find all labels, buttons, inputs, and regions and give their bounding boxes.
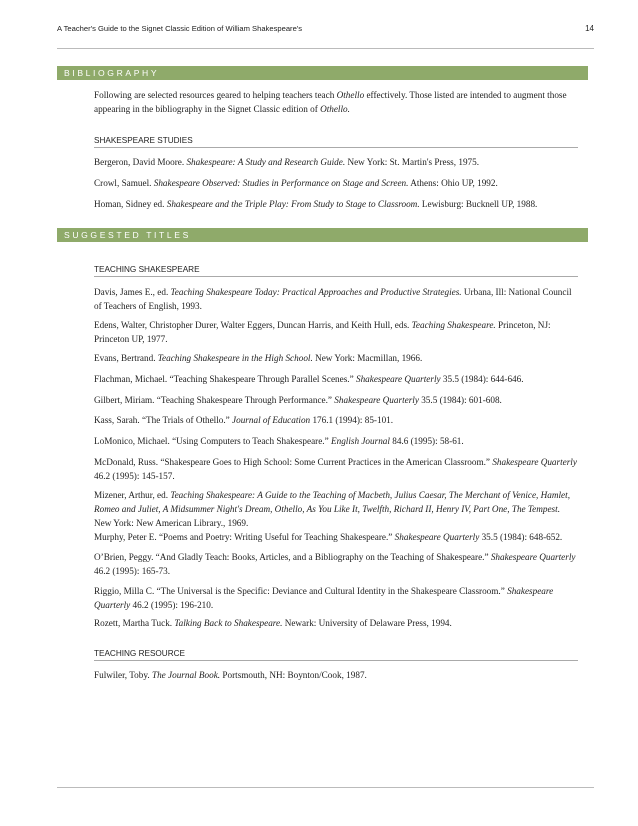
citation: Homan, Sidney ed. Shakespeare and the Triple Play: From Study to Stage to Classroom. Lewisburg: Bucknell UP, 1988. (94, 199, 538, 209)
citation: Flachman, Michael. “Teaching Shakespeare Through Parallel Scenes.” Shakespeare Quarterly 35.5 (1984): 644-646. (94, 374, 524, 384)
citation: Mizener, Arthur, ed. Teaching Shakespeare: A Guide to the Teaching of Macbeth, Julius Caesar, The Merchant of Venice, Hamlet, Romeo and Juliet, A Midsummer Night's Dream, Othello, As You Like It, Twelfth, Richard II, Henry IV, Part One, The Tempest. New York: New American Library., 1969. (94, 490, 570, 528)
teaching-shakespeare-heading: TEACHING SHAKESPEARE (94, 264, 578, 277)
citation: O’Brien, Peggy. “And Gladly Teach: Books, Articles, and a Bibliography on the Teaching of Shakespeare.” Shakespeare Quarterly 46.2 (1995): 165-73. (94, 552, 576, 576)
header-title: A Teacher's Guide to the Signet Classic Edition of William Shakespeare's (57, 24, 303, 33)
running-header (57, 24, 594, 38)
citation: Edens, Walter, Christopher Durer, Walter Eggers, Duncan Harris, and Keith Hull, eds. Teaching Shakespeare. Princeton, NJ: Princeton UP, 1977. (94, 320, 551, 344)
citation: Kass, Sarah. “The Trials of Othello.” Journal of Education 176.1 (1994): 85-101. (94, 415, 394, 425)
footer-rule (57, 787, 594, 788)
bibliography-intro: Following are selected resources geared to helping teachers teach Othello effectively. Those listed are intended to augment those appearing in the bibliography in the Signet Classic edition of Othello. (94, 90, 567, 114)
page-number: 14 (585, 24, 594, 33)
citation: LoMonico, Michael. “Using Computers to Teach Shakespeare.” English Journal 84.6 (1995): 58-61. (94, 436, 464, 446)
header-rule (57, 48, 594, 49)
suggested-titles-heading: SUGGESTED TITLES (57, 228, 588, 242)
shakespeare-studies-heading: SHAKESPEARE STUDIES (94, 135, 578, 148)
citation: Davis, James E., ed. Teaching Shakespeare Today: Practical Approaches and Productive Strategies. Urbana, Ill: National Council of Teachers of English, 1993. (94, 287, 572, 311)
citation: McDonald, Russ. “Shakespeare Goes to High School: Some Current Practices in the American Classroom.” Shakespeare Quarterly 46.2 (1995): 145-157. (94, 457, 577, 481)
citation: Evans, Bertrand. Teaching Shakespeare in the High School. New York: Macmillan, 1966. (94, 353, 423, 363)
citation: Murphy, Peter E. “Poems and Poetry: Writing Useful for Teaching Shakespeare.” Shakespeare Quarterly 35.5 (1984): 648-652. (94, 532, 563, 542)
citation: Bergeron, David Moore. Shakespeare: A Study and Research Guide. New York: St. Martin's Press, 1975. (94, 157, 480, 167)
citation: Rozett, Martha Tuck. Talking Back to Shakespeare. Newark: University of Delaware Press, 1994. (94, 618, 452, 628)
citation: Gilbert, Miriam. “Teaching Shakespeare Through Performance.” Shakespeare Quarterly 35.5 (1984): 601-608. (94, 395, 502, 405)
teaching-resource-heading: TEACHING RESOURCE (94, 648, 578, 661)
bibliography-heading: BIBLIOGRAPHY (57, 66, 588, 80)
citation: Riggio, Milla C. “The Universal is the Specific: Deviance and Cultural Identity in the Shakespeare Classroom.” Shakespeare Quarterly 46.2 (1995): 196-210. (94, 586, 554, 610)
citation: Fulwiler, Toby. The Journal Book. Portsmouth, NH: Boynton/Cook, 1987. (94, 670, 367, 680)
citation: Crowl, Samuel. Shakespeare Observed: Studies in Performance on Stage and Screen. Athens: Ohio UP, 1992. (94, 178, 498, 188)
